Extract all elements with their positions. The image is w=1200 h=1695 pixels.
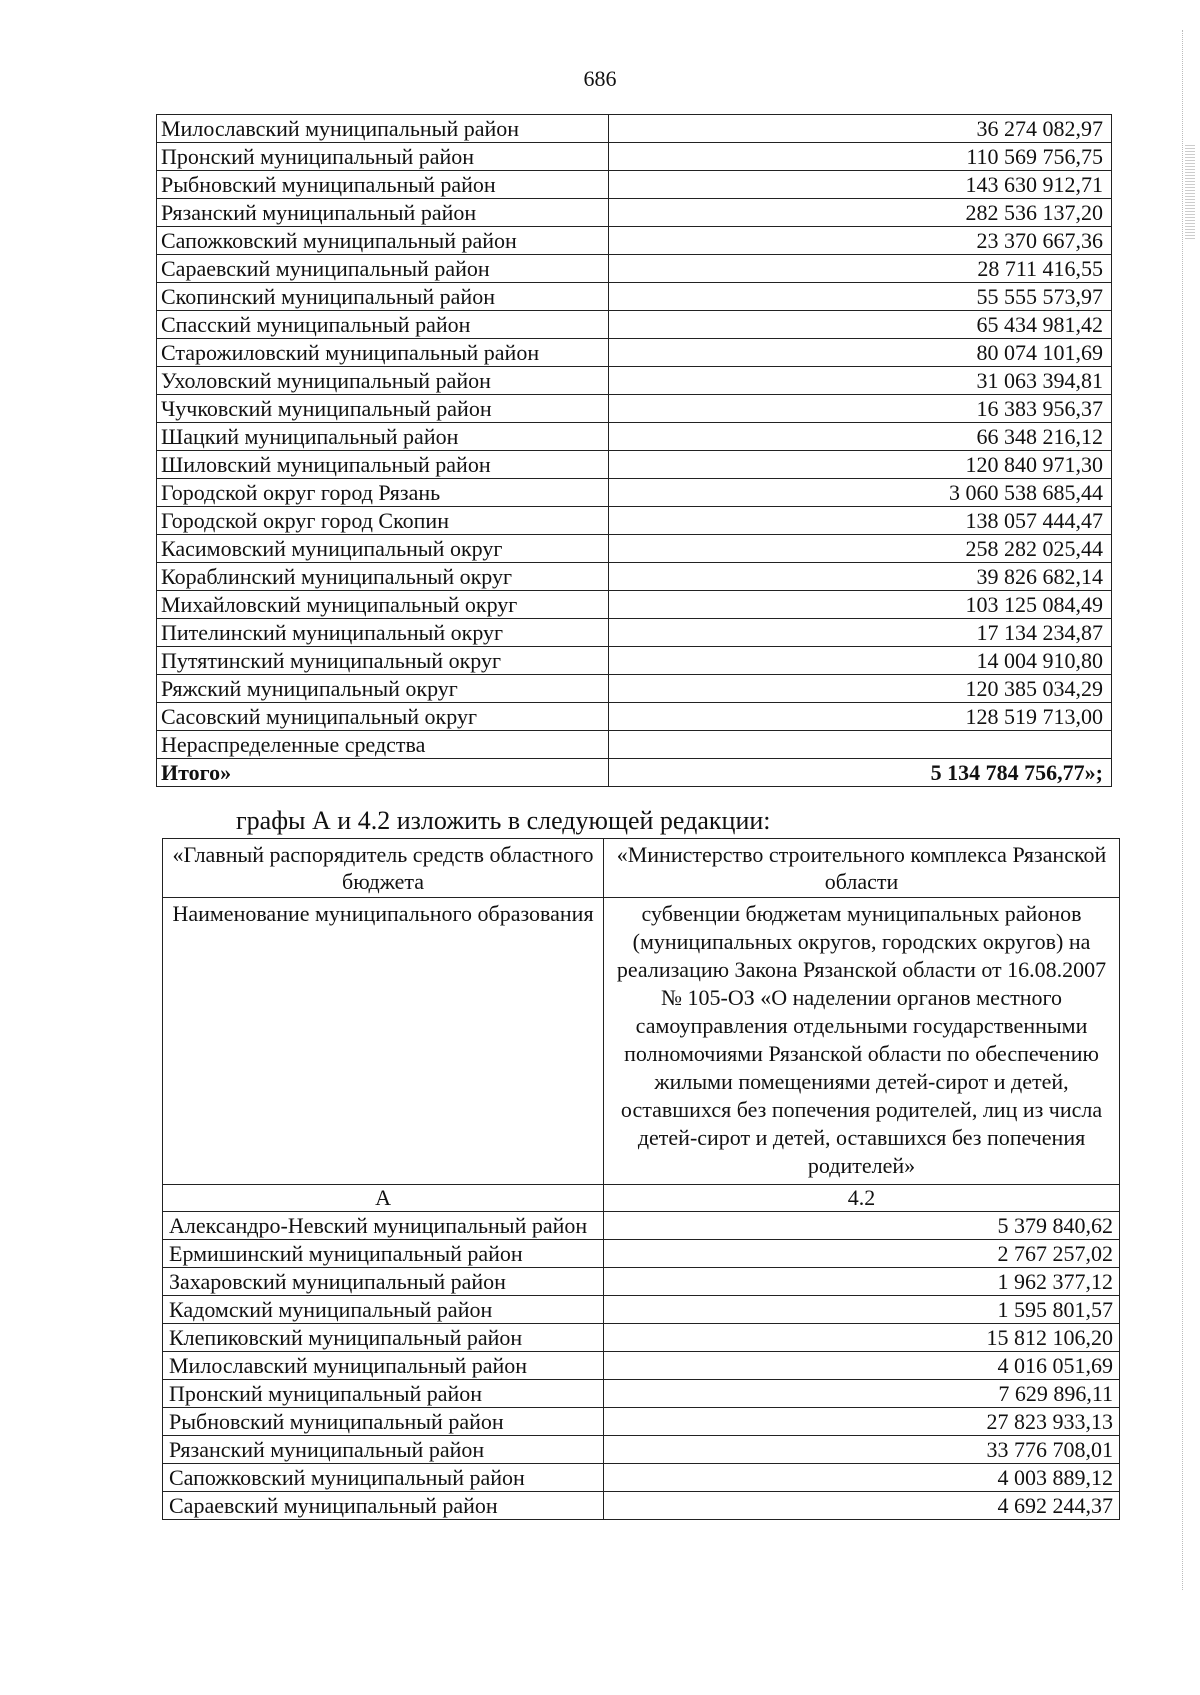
table-row <box>157 395 1112 423</box>
amount: 4 003 889,12 <box>604 1464 1120 1492</box>
amount: 65 434 981,42 <box>608 311 1111 339</box>
column-4-2-label: 4.2 <box>604 1185 1120 1212</box>
table-row <box>163 1296 1120 1324</box>
table-row <box>157 283 1112 311</box>
amount: 128 519 713,00 <box>608 703 1111 731</box>
amount: 282 536 137,20 <box>608 199 1111 227</box>
municipality-name: Шацкий муниципальный район <box>157 423 609 451</box>
table-row <box>163 1492 1120 1520</box>
municipality-name: Касимовский муниципальный округ <box>157 535 609 563</box>
amount: 66 348 216,12 <box>608 423 1111 451</box>
table-row <box>157 647 1112 675</box>
municipality-name: Сапожковский муниципальный район <box>157 227 609 255</box>
amount: 120 840 971,30 <box>608 451 1111 479</box>
municipality-name: Спасский муниципальный район <box>157 311 609 339</box>
municipality-name: Кораблинский муниципальный округ <box>157 563 609 591</box>
municipality-name: Путятинский муниципальный округ <box>157 647 609 675</box>
amount: 28 711 416,55 <box>608 255 1111 283</box>
column-a-label: А <box>163 1185 604 1212</box>
municipality-name: Рязанский муниципальный район <box>157 199 609 227</box>
amount <box>608 731 1111 759</box>
table-row <box>157 563 1112 591</box>
amount: 120 385 034,29 <box>608 675 1111 703</box>
municipality-name: Старожиловский муниципальный район <box>157 339 609 367</box>
table-row <box>157 423 1112 451</box>
table-row <box>163 1464 1120 1492</box>
table-row <box>163 1380 1120 1408</box>
amount: 31 063 394,81 <box>608 367 1111 395</box>
municipality-name: Сараевский муниципальный район <box>163 1492 604 1520</box>
municipality-name: Кадомский муниципальный район <box>163 1296 604 1324</box>
allocation-table-continued <box>156 114 1112 787</box>
amount: 15 812 106,20 <box>604 1324 1120 1352</box>
table-row <box>163 1324 1120 1352</box>
amount: 27 823 933,13 <box>604 1408 1120 1436</box>
header-row <box>163 839 1120 898</box>
table-row <box>157 731 1112 759</box>
municipality-name: Александро-Невский муниципальный район <box>163 1212 604 1240</box>
amount: 5 379 840,62 <box>604 1212 1120 1240</box>
amount: 7 629 896,11 <box>604 1380 1120 1408</box>
amount: 23 370 667,36 <box>608 227 1111 255</box>
municipality-name: Михайловский муниципальный округ <box>157 591 609 619</box>
amount: 2 767 257,02 <box>604 1240 1120 1268</box>
amount: 33 776 708,01 <box>604 1436 1120 1464</box>
amount: 80 074 101,69 <box>608 339 1111 367</box>
table-row <box>163 1436 1120 1464</box>
amount: 55 555 573,97 <box>608 283 1111 311</box>
amount: 14 004 910,80 <box>608 647 1111 675</box>
amount: 17 134 234,87 <box>608 619 1111 647</box>
table-row <box>163 1268 1120 1296</box>
amount: 258 282 025,44 <box>608 535 1111 563</box>
table-row <box>157 339 1112 367</box>
table-row <box>157 675 1112 703</box>
table-row <box>163 1212 1120 1240</box>
amount: 1 595 801,57 <box>604 1296 1120 1324</box>
municipality-name: Сасовский муниципальный округ <box>157 703 609 731</box>
amount: 1 962 377,12 <box>604 1268 1120 1296</box>
municipality-name: Нераспределенные средства <box>157 731 609 759</box>
municipality-name: Пронский муниципальный район <box>157 143 609 171</box>
ministry-name: «Министерство строительного комплекса Рязанской области <box>604 839 1120 898</box>
table-row <box>157 535 1112 563</box>
column-number-row <box>163 1185 1120 1212</box>
scan-margin-marks <box>1182 30 1197 1590</box>
municipality-name: Рыбновский муниципальный район <box>163 1408 604 1436</box>
municipality-name: Милославский муниципальный район <box>157 115 609 143</box>
table-row <box>157 479 1112 507</box>
amount: 143 630 912,71 <box>608 171 1111 199</box>
municipality-name: Ермишинский муниципальный район <box>163 1240 604 1268</box>
table-row <box>157 199 1112 227</box>
municipality-name: Ухоловский муниципальный район <box>157 367 609 395</box>
page-number: 686 <box>583 66 617 91</box>
table-row <box>163 1352 1120 1380</box>
municipality-name: Клепиковский муниципальный район <box>163 1324 604 1352</box>
table-row <box>157 311 1112 339</box>
municipality-name: Городской округ город Рязань <box>157 479 609 507</box>
table-row <box>157 507 1112 535</box>
municipality-name: Городской округ город Скопин <box>157 507 609 535</box>
table-row <box>163 1408 1120 1436</box>
table-row <box>157 703 1112 731</box>
table-row <box>157 115 1112 143</box>
budget-administrator-label: «Главный распорядитель средств областного бюджета <box>163 839 604 898</box>
table-row <box>157 255 1112 283</box>
amount: 103 125 084,49 <box>608 591 1111 619</box>
municipality-name: Захаровский муниципальный район <box>163 1268 604 1296</box>
amount: 138 057 444,47 <box>608 507 1111 535</box>
total-label: Итого» <box>157 759 609 787</box>
table-row <box>157 619 1112 647</box>
municipality-name: Ряжский муниципальный округ <box>157 675 609 703</box>
municipality-name: Шиловский муниципальный район <box>157 451 609 479</box>
municipality-name: Пителинский муниципальный округ <box>157 619 609 647</box>
municipality-name: Сараевский муниципальный район <box>157 255 609 283</box>
table-row <box>163 1240 1120 1268</box>
municipality-name: Пронский муниципальный район <box>163 1380 604 1408</box>
scan-artifact <box>1185 145 1195 240</box>
amount: 3 060 538 685,44 <box>608 479 1111 507</box>
table-row <box>157 591 1112 619</box>
municipality-name: Милославский муниципальный район <box>163 1352 604 1380</box>
table-row <box>157 171 1112 199</box>
amendment-instruction: графы А и 4.2 изложить в следующей редакции: <box>236 806 771 835</box>
table-row <box>157 451 1112 479</box>
municipality-column-title: Наименование муниципального образования <box>163 898 604 1185</box>
amount: 39 826 682,14 <box>608 563 1111 591</box>
municipality-name: Сапожковский муниципальный район <box>163 1464 604 1492</box>
table-row <box>157 143 1112 171</box>
amount: 36 274 082,97 <box>608 115 1111 143</box>
amended-columns-table <box>162 838 1120 1520</box>
amount: 4 016 051,69 <box>604 1352 1120 1380</box>
total-row <box>157 759 1112 787</box>
municipality-name: Чучковский муниципальный район <box>157 395 609 423</box>
description-row <box>163 898 1120 1185</box>
municipality-name: Рязанский муниципальный район <box>163 1436 604 1464</box>
amount: 110 569 756,75 <box>608 143 1111 171</box>
amount: 4 692 244,37 <box>604 1492 1120 1520</box>
subvention-description: субвенции бюджетам муниципальных районов (муниципальных округов, городских округов) на реализацию Закона Рязанской области от 16.08.2007 № 105-ОЗ «О наделении органов местного самоуправления отдельными государственными полномочиями Рязанской области по обеспечению жилыми помещениями детей-сирот и детей, оставшихся без попечения родителей, лиц из числа детей-сирот и детей, оставшихся без попечения родителей» <box>604 898 1120 1185</box>
total-amount: 5 134 784 756,77»; <box>608 759 1111 787</box>
table-row <box>157 367 1112 395</box>
amount: 16 383 956,37 <box>608 395 1111 423</box>
municipality-name: Рыбновский муниципальный район <box>157 171 609 199</box>
municipality-name: Скопинский муниципальный район <box>157 283 609 311</box>
table-row <box>157 227 1112 255</box>
